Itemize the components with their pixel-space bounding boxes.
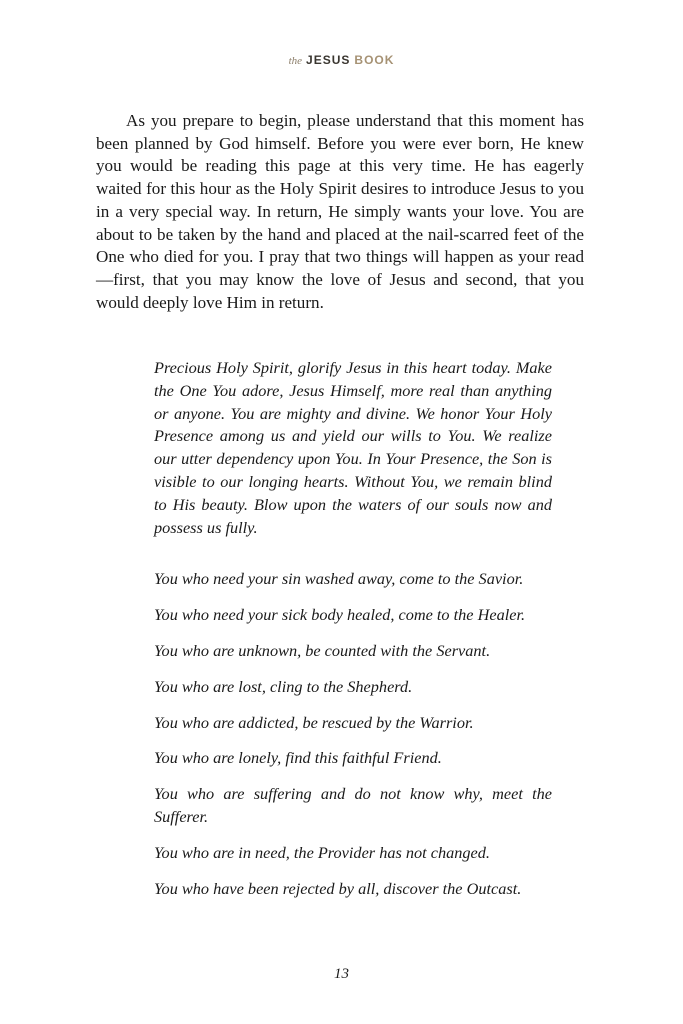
header-the: the	[288, 55, 303, 67]
header-book: BOOK	[354, 53, 395, 67]
prayer-paragraph: Precious Holy Spirit, glorify Jesus in this heart today. Make the One You adore, Jesus Himself, more real than anything or anyone. You are mighty and divine. We honor Your Holy Presence among us and yield our wills to You. We realize our utter dependency upon You. In Your Presence, the Son is visible to our longing hearts. Without You, we remain blind to His beauty. Blow upon the waters of our souls now and possess us fully.	[154, 358, 552, 537]
invitation-line: You who need your sick body healed, come to the Healer.	[154, 604, 526, 624]
running-header	[0, 53, 683, 68]
invitation-line: You who need your sin washed away, come to the Savior.	[154, 569, 524, 588]
invitation-line: You who have been rejected by all, discover the Outcast.	[154, 878, 522, 898]
page-number: 13	[334, 966, 349, 982]
invitation-list	[154, 568, 552, 914]
header-jesus: JESUS	[306, 53, 351, 67]
invitation-line: You who are suffering and do not know why, meet the Sufferer.	[154, 784, 552, 827]
invitation-line: You who are lonely, find this faithful Friend.	[154, 748, 442, 768]
body-paragraph: As you prepare to begin, please understand that this moment has been planned by God himself. Before you were ever born, He knew you would be reading this page at this very time. He has eagerly waited for this hour as the Holy Spirit desires to introduce Jesus to you in a very special way. In return, He simply wants your love. You are about to be taken by the hand and placed at the nail-scarred feet of the One who died for you. I pray that two things will happen as your read—first, that you may know the love of Jesus and second, that you would deeply love Him in return.	[96, 111, 584, 312]
invitation-line: You who are unknown, be counted with the Servant.	[154, 640, 491, 660]
invitation-line: You who are in need, the Provider has not changed.	[154, 843, 490, 863]
prayer-block	[154, 357, 552, 539]
invitation-line: You who are addicted, be rescued by the Warrior.	[154, 712, 474, 732]
invitation-line: You who are lost, cling to the Shepherd.	[154, 676, 413, 696]
